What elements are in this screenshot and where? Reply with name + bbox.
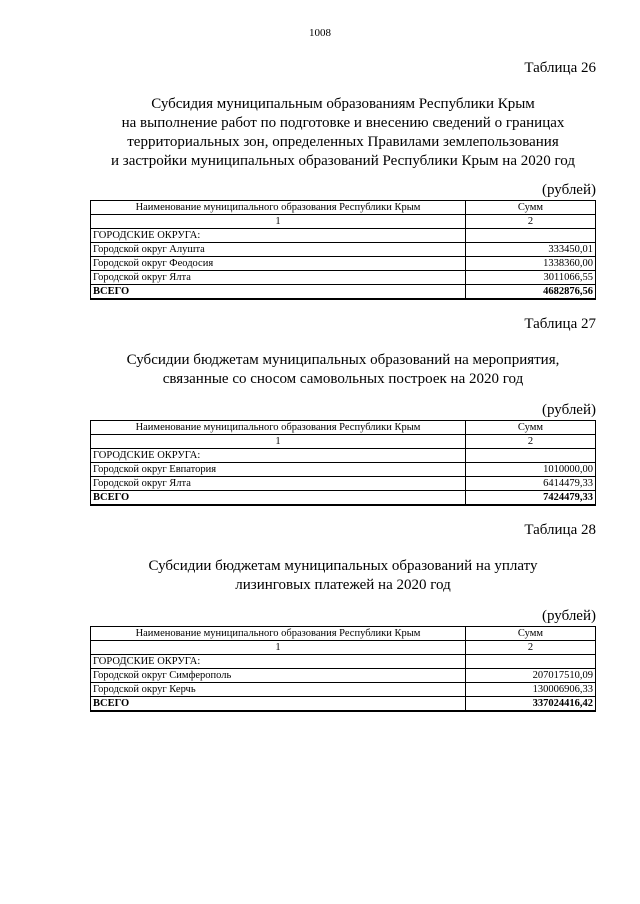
col-number: 1 xyxy=(91,435,466,449)
table-section-26 xyxy=(90,60,596,300)
title-line: Субсидия муниципальным образованиям Республики Крым xyxy=(151,96,535,112)
header-sum: Сумм xyxy=(466,201,596,215)
table-label: Таблица 26 xyxy=(524,60,596,76)
title-line: лизинговых платежей на 2020 год xyxy=(235,577,451,593)
header-sum: Сумм xyxy=(466,421,596,435)
row-name: Городской округ Феодосия xyxy=(91,257,466,271)
table-row xyxy=(91,271,596,285)
page-number: 1008 xyxy=(309,27,331,39)
total-row xyxy=(91,285,596,300)
row-sum: 1338360,00 xyxy=(466,257,596,271)
title-line: территориальных зон, определенных Правилами землепользования xyxy=(127,134,559,150)
table-row xyxy=(91,683,596,697)
empty-cell xyxy=(466,229,596,243)
total-sum: 337024416,42 xyxy=(466,697,596,712)
row-sum: 207017510,09 xyxy=(466,669,596,683)
row-sum: 1010000,00 xyxy=(466,463,596,477)
group-label: ГОРОДСКИЕ ОКРУГА: xyxy=(91,229,466,243)
total-label: ВСЕГО xyxy=(91,491,466,506)
column-number-row xyxy=(91,435,596,449)
total-sum: 7424479,33 xyxy=(466,491,596,506)
title-line: Субсидии бюджетам муниципальных образований на уплату xyxy=(148,558,538,574)
title-line: связанные со сносом самовольных построек на 2020 год xyxy=(162,371,524,387)
header-name: Наименование муниципального образования Республики Крым xyxy=(91,201,466,215)
header-name: Наименование муниципального образования Республики Крым xyxy=(91,627,466,641)
empty-cell xyxy=(466,449,596,463)
group-label: ГОРОДСКИЕ ОКРУГА: xyxy=(91,655,466,669)
col-number: 1 xyxy=(91,641,466,655)
row-sum: 6414479,33 xyxy=(466,477,596,491)
table-row xyxy=(91,257,596,271)
title-line: и застройки муниципальных образований Республики Крым на 2020 год xyxy=(111,153,575,169)
col-number: 2 xyxy=(466,641,596,655)
row-sum: 333450,01 xyxy=(466,243,596,257)
table-row xyxy=(91,243,596,257)
col-number: 2 xyxy=(466,215,596,229)
group-row xyxy=(91,229,596,243)
column-number-row xyxy=(91,215,596,229)
group-row xyxy=(91,655,596,669)
table-title xyxy=(90,95,596,171)
total-label: ВСЕГО xyxy=(91,285,466,300)
col-number: 1 xyxy=(91,215,466,229)
col-number: 2 xyxy=(466,435,596,449)
table-row xyxy=(91,477,596,491)
column-number-row xyxy=(91,641,596,655)
table-label: Таблица 27 xyxy=(524,316,596,332)
empty-cell xyxy=(466,655,596,669)
total-row xyxy=(91,491,596,506)
unit-label: (рублей) xyxy=(541,402,596,418)
row-name: Городской округ Ялта xyxy=(91,477,466,491)
data-table xyxy=(90,626,596,712)
row-sum: 3011066,55 xyxy=(466,271,596,285)
table-row xyxy=(91,669,596,683)
table-section-28 xyxy=(90,522,596,722)
total-sum: 4682876,56 xyxy=(466,285,596,300)
table-title xyxy=(90,557,596,595)
data-table xyxy=(90,200,596,300)
header-row xyxy=(91,627,596,641)
header-row xyxy=(91,201,596,215)
row-name: Городской округ Ялта xyxy=(91,271,466,285)
title-line: на выполнение работ по подготовке и внесению сведений о границах xyxy=(121,115,565,131)
row-sum: 130006906,33 xyxy=(466,683,596,697)
total-label: ВСЕГО xyxy=(91,697,466,712)
data-table xyxy=(90,420,596,506)
row-name: Городской округ Алушта xyxy=(91,243,466,257)
header-sum: Сумм xyxy=(466,627,596,641)
group-label: ГОРОДСКИЕ ОКРУГА: xyxy=(91,449,466,463)
table-title xyxy=(90,351,596,389)
row-name: Городской округ Керчь xyxy=(91,683,466,697)
row-name: Городской округ Симферополь xyxy=(91,669,466,683)
table-row xyxy=(91,463,596,477)
table-section-27 xyxy=(90,316,596,516)
table-label: Таблица 28 xyxy=(524,522,596,538)
unit-label: (рублей) xyxy=(541,182,596,198)
total-row xyxy=(91,697,596,712)
header-name: Наименование муниципального образования Республики Крым xyxy=(91,421,466,435)
group-row xyxy=(91,449,596,463)
header-row xyxy=(91,421,596,435)
title-line: Субсидии бюджетам муниципальных образований на мероприятия, xyxy=(126,352,560,368)
row-name: Городской округ Евпатория xyxy=(91,463,466,477)
unit-label: (рублей) xyxy=(541,608,596,624)
